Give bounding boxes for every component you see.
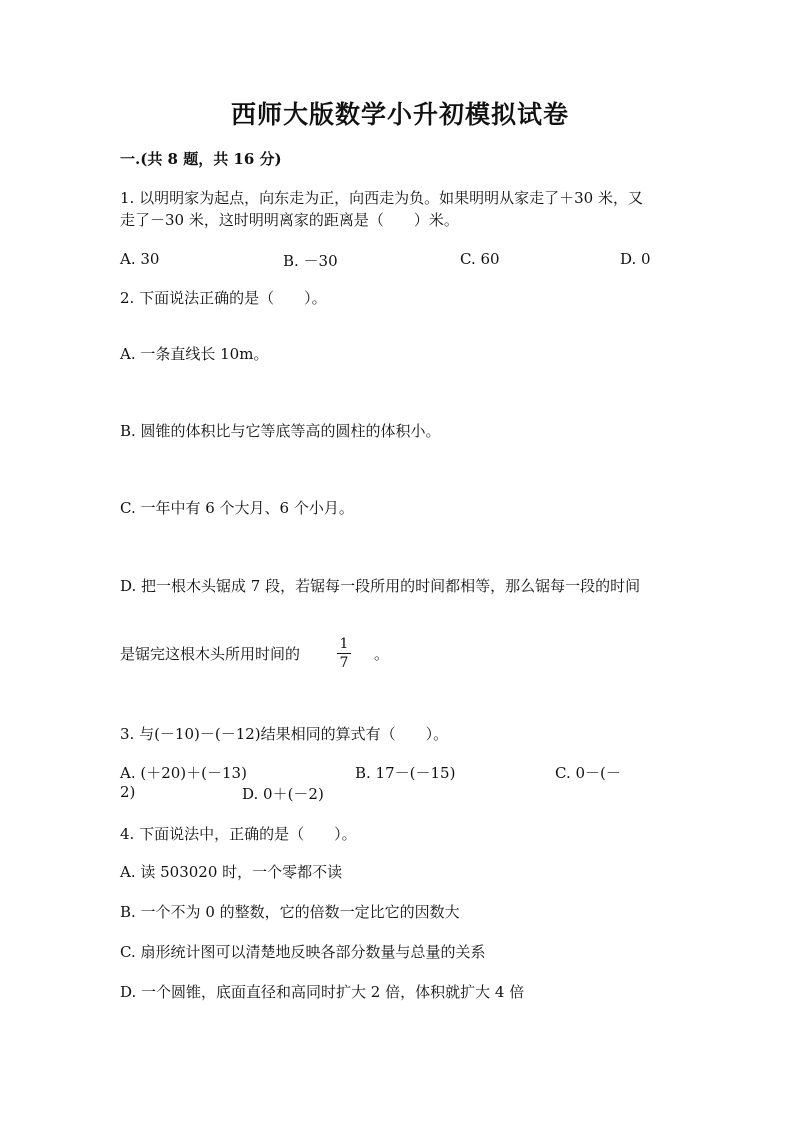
question-2-option-d-end: 。: [374, 645, 390, 663]
page-title: 西师大版数学小升初模拟试卷: [230, 100, 569, 129]
question-1-option-c: C. 60: [460, 250, 500, 268]
question-1-option-d: D. 0: [620, 250, 651, 268]
fraction-one-seventh: [337, 636, 351, 671]
question-3-stem: 3. 与(－10)－(－12)结果相同的算式有（ ）。: [120, 725, 449, 743]
fraction-numerator: 1: [339, 636, 349, 652]
question-3-option-a: A. (＋20)＋(－13): [120, 764, 247, 782]
question-2-stem: 2. 下面说法正确的是（ ）。: [120, 289, 327, 307]
question-2-option-a: A. 一条直线长 10m。: [120, 345, 269, 363]
fraction-bar: [337, 653, 351, 654]
question-1-line-1: 1. 以明明家为起点，向东走为正，向西走为负。如果明明从家走了＋30 米，又: [120, 189, 643, 207]
question-2-option-c: C. 一年中有 6 个大月、6 个小月。: [120, 499, 354, 517]
question-4-stem: 4. 下面说法中，正确的是（ ）。: [120, 825, 357, 843]
question-3-option-c-part-1: C. 0－(－: [555, 764, 621, 782]
question-1-line-2: 走了－30 米，这时明明离家的距离是（ ）米。: [120, 211, 459, 229]
question-2-option-b: B. 圆锥的体积比与它等底等高的圆柱的体积小。: [120, 422, 441, 440]
question-3-option-b: B. 17－(－15): [355, 764, 456, 782]
question-2-option-d-line-2: 是锯完这根木头所用时间的: [120, 645, 301, 663]
section-header: 一.(共 8 题，共 16 分): [120, 150, 282, 168]
question-4-option-c: C. 扇形统计图可以清楚地反映各部分数量与总量的关系: [120, 943, 486, 961]
question-2-option-d-line-1: D. 把一根木头锯成 7 段，若锯每一段所用的时间都相等，那么锯每一段的时间: [120, 577, 641, 595]
fraction-denominator: 7: [339, 655, 349, 671]
question-4-option-a: A. 读 503020 时，一个零都不读: [120, 863, 343, 881]
question-1-option-b: B. －30: [283, 252, 338, 270]
question-4-option-b: B. 一个不为 0 的整数，它的倍数一定比它的因数大: [120, 903, 460, 921]
question-1-option-a: A. 30: [120, 250, 160, 268]
question-3-option-c-part-2: 2): [120, 783, 136, 801]
question-4-option-d: D. 一个圆锥，底面直径和高同时扩大 2 倍，体积就扩大 4 倍: [120, 983, 525, 1001]
question-3-option-d: D. 0＋(－2): [242, 785, 324, 803]
